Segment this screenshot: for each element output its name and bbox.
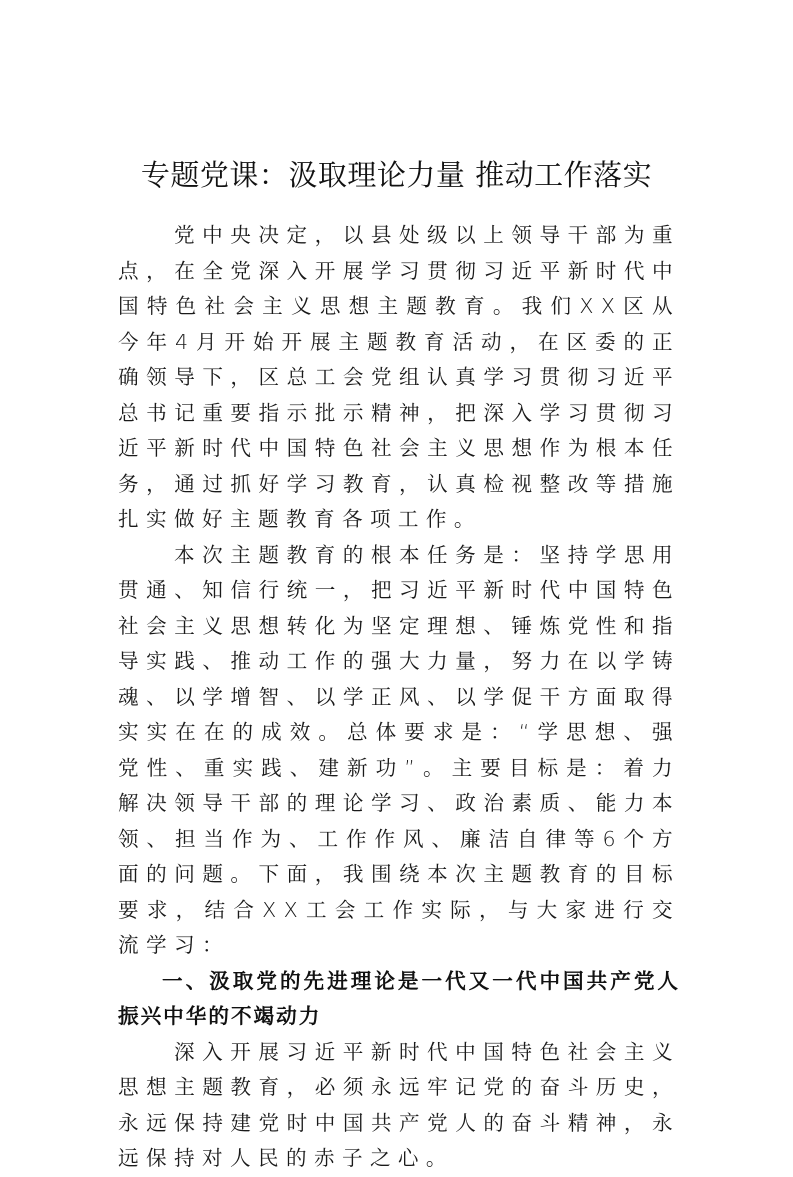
section-heading-1: 一、汲取党的先进理论是一代又一代中国共产党人振兴中华的不竭动力 (118, 968, 680, 1028)
paragraph-intro: 党中央决定，以县处级以上领导干部为重点，在全党深入开展学习贯彻习近平新时代中国特色社会主义思想主题教育。我们XX区从今年4月开始开展主题教育活动，在区委的正确领导下，区总工会党组认真学习贯彻习近平总书记重要指示批示精神，把深入学习贯彻习近平新时代中国特色社会主义思想作为根本任务，通过抓好学习教育，认真检视整改等措施扎实做好主题教育各项工作。 (118, 223, 680, 531)
paragraph-task-and-goals: 本次主题教育的根本任务是：坚持学思用贯通、知信行统一，把习近平新时代中国特色社会主义思想转化为坚定理想、锤炼党性和指导实践、推动工作的强大力量，努力在以学铸魂、以学增智、以学正风、以学促干方面取得实实在在的成效。总体要求是：“学思想、强党性、重实践、建新功”。主要目标是：着力解决领导干部的理论学习、政治素质、能力本领、担当作为、工作作风、廉洁自律等6个方面的问题。下面，我围绕本次主题教育的目标要求，结合XX工会工作实际，与大家进行交流学习： (118, 542, 680, 957)
paragraph-section-1: 深入开展习近平新时代中国特色社会主义思想主题教育，必须永远牢记党的奋斗历史，永远保持建党时中国共产党人的奋斗精神，永远保持对人民的赤子之心。 (118, 1039, 680, 1170)
document-title: 专题党课：汲取理论力量 推动工作落实 (140, 158, 653, 193)
document-body (118, 218, 680, 1177)
